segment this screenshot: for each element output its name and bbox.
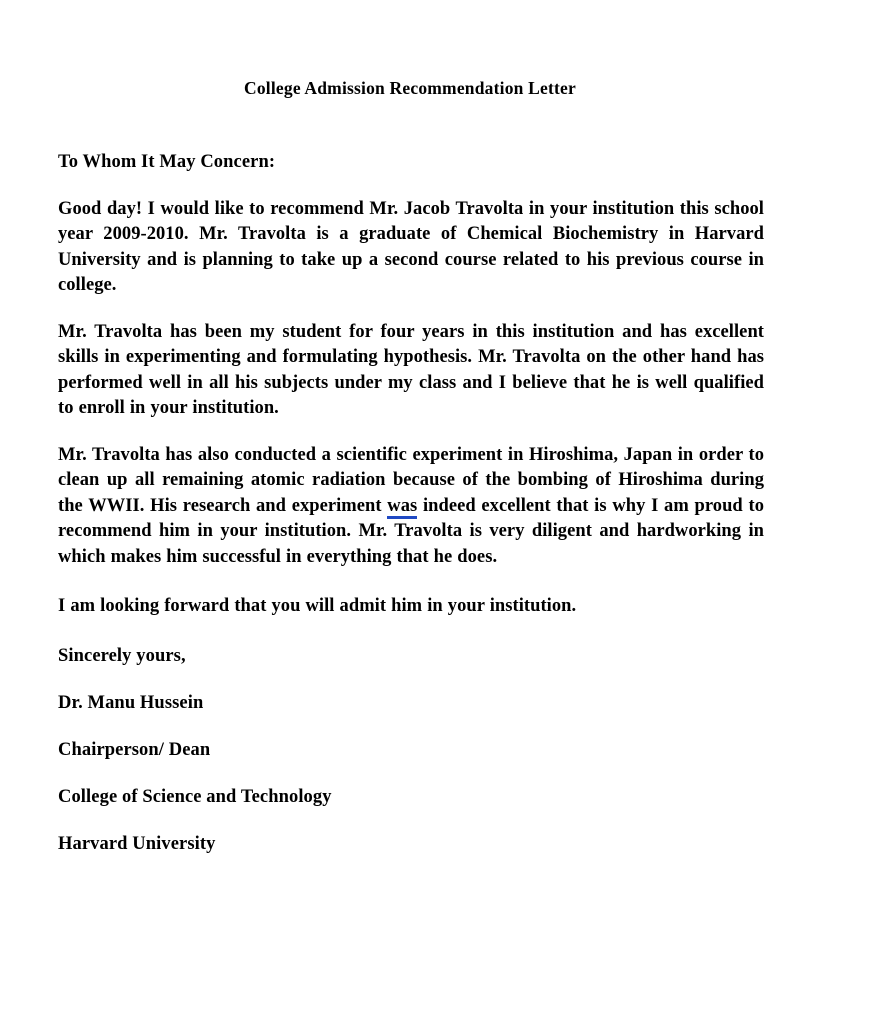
signer-institution: Harvard University bbox=[58, 833, 216, 854]
grammar-underlined-word[interactable]: was bbox=[387, 496, 417, 519]
signer-name: Dr. Manu Hussein bbox=[58, 692, 204, 713]
letter-body bbox=[58, 150, 764, 857]
paragraph-3-text-after: indeed excellent that is why I am proud to recommend him in your institution. Mr. Travolta is very diligent and hardworking in which makes him successful in everything that he does. bbox=[58, 495, 764, 567]
paragraph-1: Good day! I would like to recommend Mr. Jacob Travolta in your institution this school year 2009-2010. Mr. Travolta is a graduate of Chemical Biochemistry in Harvard University and is planning to take up a second course related to his previous course in college. bbox=[58, 198, 764, 296]
page-title: College Admission Recommendation Letter bbox=[244, 78, 576, 98]
closing-paragraph: I am looking forward that you will admit him in your institution. bbox=[58, 596, 577, 617]
signer-role: Chairperson/ Dean bbox=[58, 739, 211, 760]
signer-department: College of Science and Technology bbox=[58, 786, 332, 807]
valediction: Sincerely yours, bbox=[58, 645, 186, 666]
salutation: To Whom It May Concern: bbox=[58, 152, 276, 172]
paragraph-3 bbox=[58, 443, 764, 571]
paragraph-3-text-before: Mr. Travolta has also conducted a scientific experiment in Hiroshima, Japan in order to clean up all remaining atomic radiation because of the bombing of Hiroshima during the WWII. His research and experiment bbox=[58, 444, 764, 516]
paragraph-2: Mr. Travolta has been my student for four years in this institution and has excellent skills in experimenting and formulating hypothesis. Mr. Travolta on the other hand has performed well in all his subjects under my class and I believe that he is well qualified to enroll in your institution. bbox=[58, 321, 764, 419]
